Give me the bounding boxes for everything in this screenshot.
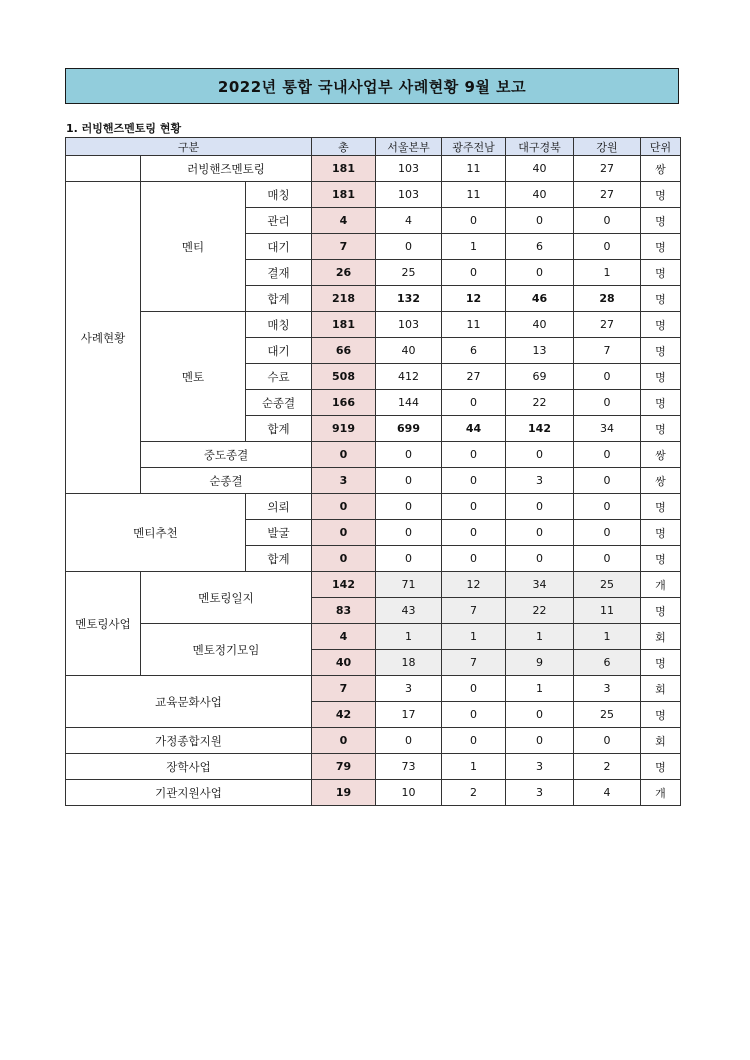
daegu-cell: 22 xyxy=(506,598,574,624)
table-row xyxy=(66,728,681,754)
seoul-cell: 103 xyxy=(376,312,442,338)
seoul-cell: 4 xyxy=(376,208,442,234)
daegu-cell: 0 xyxy=(506,260,574,286)
gangwon-cell: 6 xyxy=(574,650,641,676)
gwangju-cell: 1 xyxy=(442,624,506,650)
daegu-cell: 46 xyxy=(506,286,574,312)
gwangju-cell: 0 xyxy=(442,468,506,494)
total-cell: 3 xyxy=(312,468,376,494)
gwangju-cell: 0 xyxy=(442,546,506,572)
gwangju-cell: 12 xyxy=(442,286,506,312)
gwangju-cell: 2 xyxy=(442,780,506,806)
row-label: 교육문화사업 xyxy=(66,676,312,728)
unit-cell: 명 xyxy=(641,286,681,312)
daegu-cell: 3 xyxy=(506,754,574,780)
total-cell: 0 xyxy=(312,546,376,572)
total-cell: 42 xyxy=(312,702,376,728)
gangwon-cell: 0 xyxy=(574,546,641,572)
table-row xyxy=(66,780,681,806)
daegu-cell: 40 xyxy=(506,156,574,182)
gangwon-cell: 0 xyxy=(574,520,641,546)
table-row xyxy=(66,494,681,520)
daegu-cell: 13 xyxy=(506,338,574,364)
total-cell: 0 xyxy=(312,442,376,468)
gwangju-cell: 0 xyxy=(442,728,506,754)
seoul-cell: 132 xyxy=(376,286,442,312)
seoul-cell: 412 xyxy=(376,364,442,390)
daegu-cell: 69 xyxy=(506,364,574,390)
gangwon-cell: 11 xyxy=(574,598,641,624)
daegu-cell: 0 xyxy=(506,494,574,520)
gangwon-cell: 0 xyxy=(574,494,641,520)
gwangju-cell: 0 xyxy=(442,494,506,520)
group-label-case-status: 사례현황 xyxy=(66,182,141,494)
unit-cell: 쌍 xyxy=(641,156,681,182)
empty-cell xyxy=(66,156,141,182)
row-label: 중도종결 xyxy=(141,442,312,468)
gangwon-cell: 34 xyxy=(574,416,641,442)
daegu-cell: 9 xyxy=(506,650,574,676)
row-label: 합계 xyxy=(246,546,312,572)
unit-cell: 명 xyxy=(641,260,681,286)
gwangju-cell: 11 xyxy=(442,156,506,182)
unit-cell: 명 xyxy=(641,208,681,234)
group-label-mentoring-program: 멘토링사업 xyxy=(66,572,141,676)
gwangju-cell: 0 xyxy=(442,676,506,702)
seoul-cell: 1 xyxy=(376,624,442,650)
report-title: 2022년 통합 국내사업부 사례현황 9월 보고 xyxy=(65,68,679,104)
unit-cell: 명 xyxy=(641,312,681,338)
gangwon-cell: 0 xyxy=(574,468,641,494)
total-cell: 40 xyxy=(312,650,376,676)
gangwon-cell: 25 xyxy=(574,572,641,598)
total-cell: 26 xyxy=(312,260,376,286)
row-label: 의뢰 xyxy=(246,494,312,520)
daegu-cell: 40 xyxy=(506,182,574,208)
header-gwangju: 광주전남 xyxy=(442,138,506,156)
unit-cell: 명 xyxy=(641,702,681,728)
total-cell: 0 xyxy=(312,728,376,754)
table-row xyxy=(66,624,681,650)
seoul-cell: 3 xyxy=(376,676,442,702)
unit-cell: 명 xyxy=(641,598,681,624)
seoul-cell: 0 xyxy=(376,494,442,520)
seoul-cell: 10 xyxy=(376,780,442,806)
total-cell: 142 xyxy=(312,572,376,598)
seoul-cell: 71 xyxy=(376,572,442,598)
header-daegu: 대구경북 xyxy=(506,138,574,156)
row-label: 관리 xyxy=(246,208,312,234)
seoul-cell: 25 xyxy=(376,260,442,286)
seoul-cell: 0 xyxy=(376,546,442,572)
unit-cell: 개 xyxy=(641,780,681,806)
daegu-cell: 6 xyxy=(506,234,574,260)
daegu-cell: 40 xyxy=(506,312,574,338)
seoul-cell: 43 xyxy=(376,598,442,624)
total-cell: 181 xyxy=(312,182,376,208)
unit-cell: 명 xyxy=(641,520,681,546)
daegu-cell: 34 xyxy=(506,572,574,598)
total-cell: 218 xyxy=(312,286,376,312)
gangwon-cell: 2 xyxy=(574,754,641,780)
gwangju-cell: 7 xyxy=(442,598,506,624)
row-label: 멘토링일지 xyxy=(141,572,312,624)
gwangju-cell: 11 xyxy=(442,312,506,338)
seoul-cell: 73 xyxy=(376,754,442,780)
total-cell: 4 xyxy=(312,624,376,650)
total-cell: 4 xyxy=(312,208,376,234)
unit-cell: 명 xyxy=(641,338,681,364)
gangwon-cell: 0 xyxy=(574,208,641,234)
total-cell: 83 xyxy=(312,598,376,624)
unit-cell: 회 xyxy=(641,728,681,754)
seoul-cell: 144 xyxy=(376,390,442,416)
daegu-cell: 1 xyxy=(506,676,574,702)
seoul-cell: 699 xyxy=(376,416,442,442)
unit-cell: 명 xyxy=(641,182,681,208)
table-row xyxy=(66,156,681,182)
daegu-cell: 1 xyxy=(506,624,574,650)
gangwon-cell: 1 xyxy=(574,260,641,286)
gwangju-cell: 0 xyxy=(442,442,506,468)
gwangju-cell: 12 xyxy=(442,572,506,598)
unit-cell: 명 xyxy=(641,546,681,572)
daegu-cell: 3 xyxy=(506,468,574,494)
seoul-cell: 103 xyxy=(376,156,442,182)
row-label: 멘토정기모임 xyxy=(141,624,312,676)
daegu-cell: 0 xyxy=(506,442,574,468)
unit-cell: 명 xyxy=(641,390,681,416)
gwangju-cell: 11 xyxy=(442,182,506,208)
unit-cell: 개 xyxy=(641,572,681,598)
row-label: 대기 xyxy=(246,234,312,260)
row-label: 순종결 xyxy=(141,468,312,494)
gangwon-cell: 27 xyxy=(574,182,641,208)
total-cell: 19 xyxy=(312,780,376,806)
gwangju-cell: 0 xyxy=(442,260,506,286)
daegu-cell: 0 xyxy=(506,520,574,546)
daegu-cell: 3 xyxy=(506,780,574,806)
daegu-cell: 0 xyxy=(506,208,574,234)
gangwon-cell: 27 xyxy=(574,156,641,182)
gangwon-cell: 28 xyxy=(574,286,641,312)
gangwon-cell: 7 xyxy=(574,338,641,364)
row-label: 가정종합지원 xyxy=(66,728,312,754)
gwangju-cell: 1 xyxy=(442,754,506,780)
row-label: 합계 xyxy=(246,286,312,312)
daegu-cell: 0 xyxy=(506,728,574,754)
table-row xyxy=(66,182,681,208)
gangwon-cell: 4 xyxy=(574,780,641,806)
gangwon-cell: 25 xyxy=(574,702,641,728)
gangwon-cell: 3 xyxy=(574,676,641,702)
seoul-cell: 0 xyxy=(376,234,442,260)
total-cell: 181 xyxy=(312,156,376,182)
seoul-cell: 18 xyxy=(376,650,442,676)
gwangju-cell: 6 xyxy=(442,338,506,364)
gangwon-cell: 0 xyxy=(574,442,641,468)
gwangju-cell: 0 xyxy=(442,208,506,234)
unit-cell: 쌍 xyxy=(641,442,681,468)
gangwon-cell: 1 xyxy=(574,624,641,650)
gangwon-cell: 0 xyxy=(574,234,641,260)
row-label: 발굴 xyxy=(246,520,312,546)
row-label: 기관지원사업 xyxy=(66,780,312,806)
seoul-cell: 17 xyxy=(376,702,442,728)
total-cell: 166 xyxy=(312,390,376,416)
gwangju-cell: 44 xyxy=(442,416,506,442)
unit-cell: 회 xyxy=(641,624,681,650)
total-cell: 0 xyxy=(312,494,376,520)
table-row xyxy=(66,676,681,702)
total-cell: 7 xyxy=(312,676,376,702)
gwangju-cell: 1 xyxy=(442,234,506,260)
row-label: 수료 xyxy=(246,364,312,390)
table-row xyxy=(66,468,681,494)
unit-cell: 명 xyxy=(641,754,681,780)
group-label-mentee-referral: 멘티추천 xyxy=(66,494,246,572)
table-row xyxy=(66,312,681,338)
seoul-cell: 0 xyxy=(376,728,442,754)
gwangju-cell: 0 xyxy=(442,520,506,546)
header-unit: 단위 xyxy=(641,138,681,156)
gwangju-cell: 0 xyxy=(442,390,506,416)
total-cell: 79 xyxy=(312,754,376,780)
total-cell: 7 xyxy=(312,234,376,260)
unit-cell: 명 xyxy=(641,416,681,442)
daegu-cell: 142 xyxy=(506,416,574,442)
row-label: 장학사업 xyxy=(66,754,312,780)
subgroup-label-mentee: 멘티 xyxy=(141,182,246,312)
unit-cell: 쌍 xyxy=(641,468,681,494)
seoul-cell: 0 xyxy=(376,468,442,494)
unit-cell: 명 xyxy=(641,234,681,260)
gangwon-cell: 27 xyxy=(574,312,641,338)
table-row xyxy=(66,442,681,468)
total-cell: 181 xyxy=(312,312,376,338)
row-label: 매칭 xyxy=(246,312,312,338)
unit-cell: 명 xyxy=(641,364,681,390)
table-row xyxy=(66,754,681,780)
row-label: 순종결 xyxy=(246,390,312,416)
subgroup-label-mentor: 멘토 xyxy=(141,312,246,442)
row-label: 매칭 xyxy=(246,182,312,208)
table-header-row xyxy=(66,138,681,156)
gangwon-cell: 0 xyxy=(574,728,641,754)
table-row xyxy=(66,572,681,598)
header-category: 구분 xyxy=(66,138,312,156)
total-cell: 919 xyxy=(312,416,376,442)
section-heading: 1. 러빙핸즈멘토링 현황 xyxy=(66,122,182,135)
gwangju-cell: 0 xyxy=(442,702,506,728)
case-status-table xyxy=(65,137,681,806)
gangwon-cell: 0 xyxy=(574,364,641,390)
daegu-cell: 0 xyxy=(506,702,574,728)
header-gangwon: 강원 xyxy=(574,138,641,156)
total-cell: 508 xyxy=(312,364,376,390)
header-seoul: 서울본부 xyxy=(376,138,442,156)
seoul-cell: 40 xyxy=(376,338,442,364)
total-cell: 66 xyxy=(312,338,376,364)
gwangju-cell: 7 xyxy=(442,650,506,676)
unit-cell: 명 xyxy=(641,494,681,520)
unit-cell: 명 xyxy=(641,650,681,676)
header-total: 총 xyxy=(312,138,376,156)
unit-cell: 회 xyxy=(641,676,681,702)
daegu-cell: 22 xyxy=(506,390,574,416)
row-label: 대기 xyxy=(246,338,312,364)
row-label: 결재 xyxy=(246,260,312,286)
seoul-cell: 0 xyxy=(376,442,442,468)
seoul-cell: 0 xyxy=(376,520,442,546)
row-label: 합계 xyxy=(246,416,312,442)
seoul-cell: 103 xyxy=(376,182,442,208)
daegu-cell: 0 xyxy=(506,546,574,572)
total-cell: 0 xyxy=(312,520,376,546)
gwangju-cell: 27 xyxy=(442,364,506,390)
gangwon-cell: 0 xyxy=(574,390,641,416)
row-label: 러빙핸즈멘토링 xyxy=(141,156,312,182)
